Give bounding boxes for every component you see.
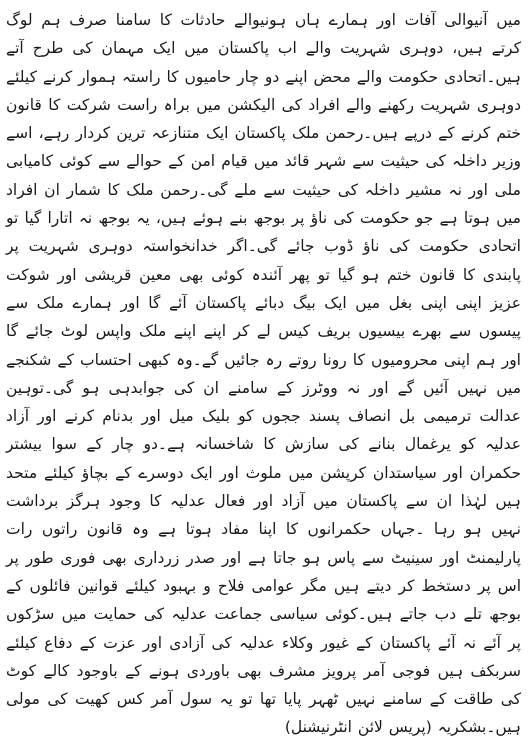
- article-body: میں آنیوالی آفات اور ہمارے ہاں ہونیوالے حادثات کا سامنا صرف ہم لوگ کرتے ہیں، دوہری شہریت والے اب پاکستان میں ایک مہمان کی طرح آتے ہیں۔اتحادی حکومت والے محض اپنے دو چار حامیوں کا راستہ ہموار کرنے کیلئے دوہری شہریت رکھنے والے افراد کی الیکشن میں براہ راست شرکت کا قانون ختم کرنے کے درپے ہیں۔رحمن ملک پاکستان ایک متنازعہ ترین کردار رہے، اسے وزیر داخلہ کی حیثیت سے شہر قائد میں قیام امن کے حوالے سے کوئی کامیابی ملی اور نہ مشیر داخلہ کی حیثیت سے ملے گی۔رحمن ملک کا شمار ان افراد میں ہوتا ہے جو حکومت کی ناؤ پر بوجھ بنے ہوئے ہیں، یہ بوجھ نہ اتارا گیا تو اتحادی حکومت کی ناؤ ڈوب جائے گی۔اگر خدانخواستہ دوہری شہریت پر پابندی کا قانون ختم ہو گیا تو پھر آئندہ کوئی بھی معین قریشی اور شوکت عزیز اپنی اپنی بغل میں ایک بیگ دبائے پاکستان آئے گا اور ہمارے ملک سے پیسوں سے بھرے بیسیوں بریف کیس لے کر اپنے اپنے ملک واپس لوٹ جائے گا اور ہم اپنی محرومیوں کا رونا روتے رہ جائیں گے۔وہ کبھی احتساب کے شکنجے میں نہیں آئیں گے اور نہ ووٹرز کے سامنے ان کی جوابدہی ہو گی۔توہین عدالت ترمیمی بل انصاف پسند ججوں کو بلیک میل اور بدنام کرنے اور آزاد عدلیہ کو یرغمال بنانے کی سازش کا شاخسانہ ہے۔دو چار کے سوا بیشتر حکمران اور سیاستدان کرپشن میں ملوث اور ایک دوسرے کے بچاؤ کیلئے متحد ہیں لہٰذا ان سے پاکستان میں آزاد اور فعال عدلیہ کا وجود ہرگز برداشت نہیں ہو رہا ۔جہاں حکمرانوں کا اپنا مفاد ہوتا ہے وہ قانون راتوں رات پارلیمنٹ اور سینیٹ سے پاس ہو جاتا ہے اور صدر زرداری بھی فوری طور پر اس پر دستخط کر دیتے ہیں مگر عوامی فلاح و بہبود کیلئے قوانین فائلوں کے بوجھ تلے دب جاتے ہیں۔کوئی سیاسی جماعت عدلیہ کی حمایت میں سڑکوں پر آئے نہ آئے پاکستان کے غیور وکلاء عدلیہ کی آزادی اور عزت کے دفاع کیلئے سربکف ہیں فوجی آمر پرویز مشرف بھی باوردی ہونے کے باوجود کالے کوٹ کی طاقت کے سامنے نہیں ٹھہر پایا تھا تو یہ سول آمر کس کھیت کی مولی ہیں۔بشکریہ (پریس لائن انٹرنیشنل): [6, 11, 521, 737]
